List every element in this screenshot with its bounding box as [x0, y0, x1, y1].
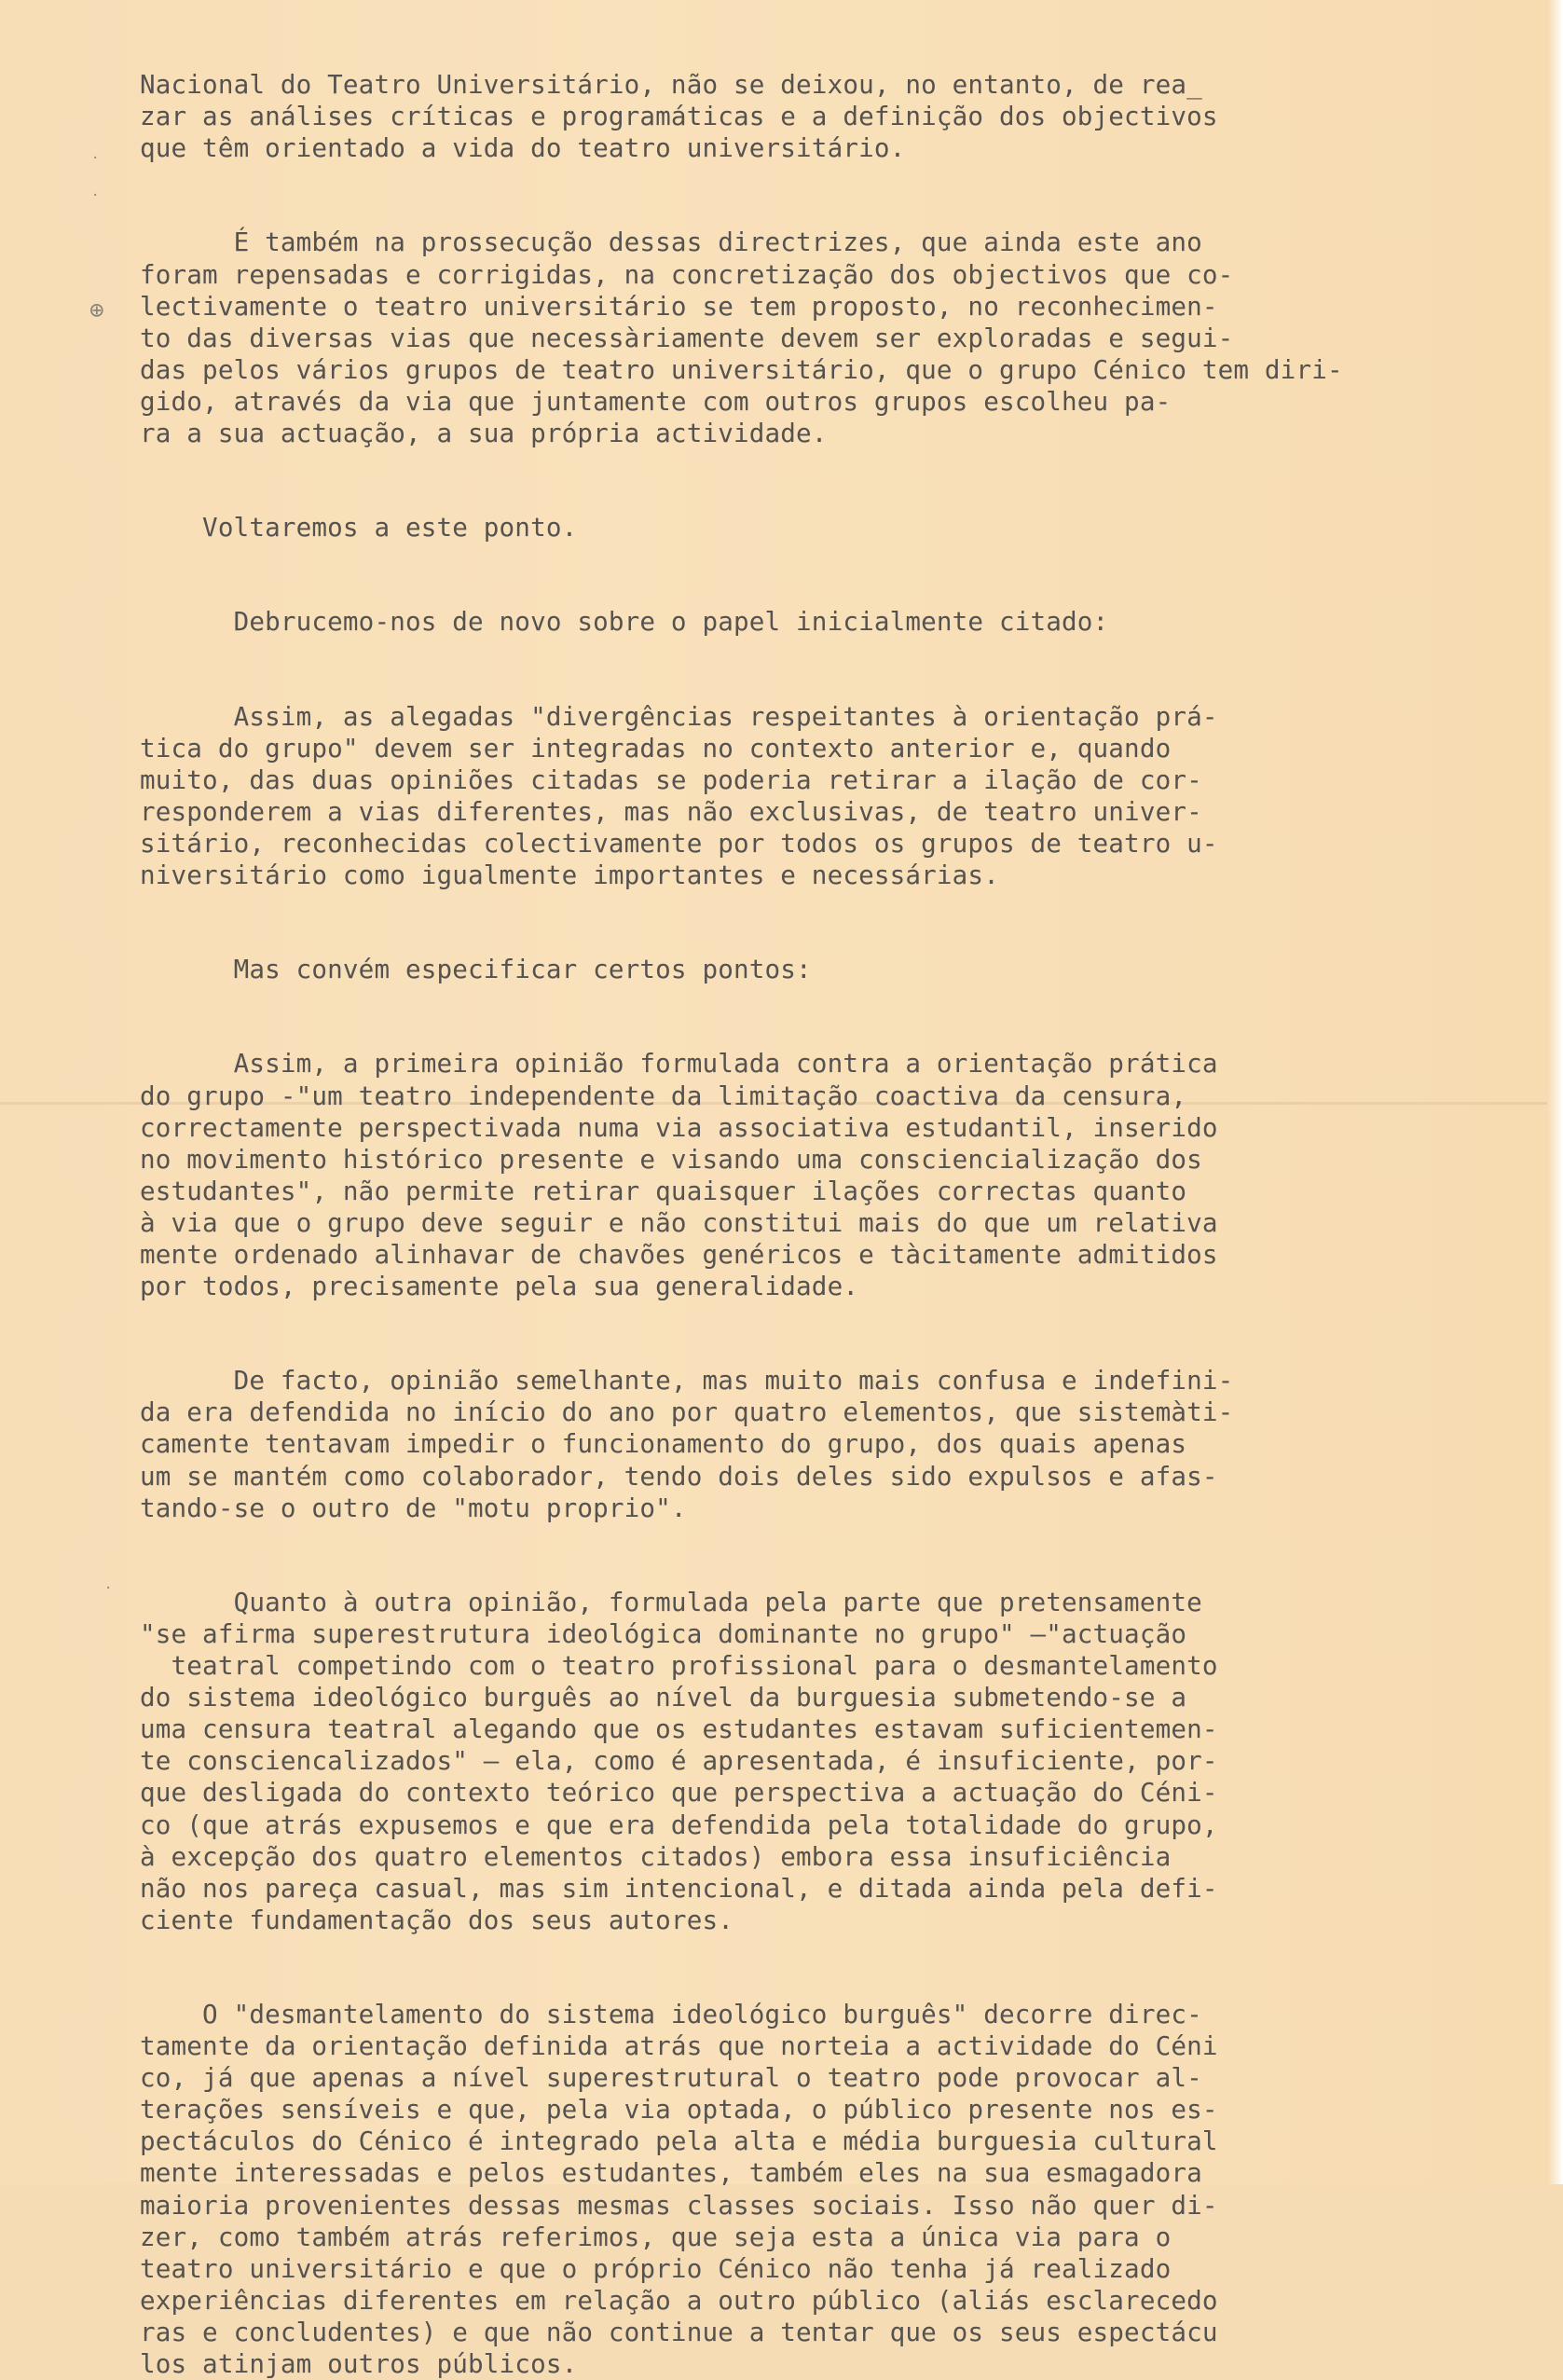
text-line: gido, através da via que juntamente com outros grupos escolheu pa- — [140, 385, 1172, 417]
paragraph — [140, 480, 1445, 543]
text-line: zar as análises críticas e programáticas e a definição dos objectivos — [140, 101, 1218, 132]
text-line: ra a sua actuação, a sua própria actividade. — [140, 418, 828, 449]
text-line: não nos pareça casual, mas sim intencional, e ditada ainda pela defi- — [140, 1872, 1218, 1904]
text-line: à via que o grupo deve seguir e não constitui mais do que um relativa — [140, 1206, 1218, 1238]
text-line: foram repensadas e corrigidas, na concretização dos objectivos que co- — [140, 258, 1234, 290]
paragraph — [140, 1333, 1445, 1524]
text-line: lectivamente o teatro universitário se tem proposto, no reconhecimen- — [140, 290, 1218, 322]
text-line: que têm orientado a vida do teatro universitário. — [140, 132, 906, 164]
text-line: da era defendida no início do ano por quatro elementos, que sistemàti- — [140, 1396, 1234, 1428]
text-line: uma censura teatral alegando que os estudantes estavam suficientemen- — [140, 1713, 1218, 1745]
text-line: Voltaremos a este ponto. — [140, 512, 578, 543]
text-line: O "desmantelamento do sistema ideológico burguês" decorre direc- — [140, 1998, 1202, 2029]
text-line: maioria provenientes dessas mesmas classes sociais. Isso não quer di- — [140, 2189, 1218, 2221]
text-line: correctamente perspectivada numa via associativa estudantil, inserido — [140, 1111, 1218, 1143]
margin-dot: · — [104, 1581, 113, 1596]
paragraph — [140, 669, 1445, 892]
text-line: estudantes", não permite retirar quaisquer ilações correctas quanto — [140, 1175, 1187, 1206]
paragraph — [140, 1016, 1445, 1302]
text-line: das pelos vários grupos de teatro universitário, que o grupo Cénico tem diri- — [140, 353, 1343, 385]
text-line: muito, das duas opiniões citadas se poderia retirar a ilação de cor- — [140, 764, 1202, 795]
text-line: que desligada do contexto teórico que perspectiva a actuação do Céni- — [140, 1777, 1218, 1809]
margin-scribble: ⊕ — [89, 296, 104, 324]
paragraph — [140, 1967, 1445, 2380]
text-line: "se afirma superestrutura ideológica dominante no grupo" —"actuação — [140, 1617, 1187, 1649]
text-line: teatro universitário e que o próprio Cénico não tenha já realizado — [140, 2252, 1172, 2284]
text-line: no movimento histórico presente e visando uma consciencialização dos — [140, 1143, 1202, 1175]
text-line: los atinjam outros públicos. — [140, 2348, 578, 2379]
text-line: do grupo -"um teatro independente da limitação coactiva da censura, — [140, 1080, 1187, 1111]
text-line: por todos, precisamente pela sua generalidade. — [140, 1271, 859, 1302]
paragraph — [140, 922, 1445, 985]
text-line: niversitário como igualmente importantes e necessárias. — [140, 860, 999, 891]
text-line: De facto, opinião semelhante, mas muito mais confusa e indefini- — [140, 1365, 1234, 1396]
paragraph — [140, 37, 1445, 164]
text-line: experiências diferentes em relação a outro público (aliás esclarecedo — [140, 2284, 1218, 2316]
text-line: mente interessadas e pelos estudantes, também eles na sua esmagadora — [140, 2157, 1202, 2189]
text-line: ciente fundamentação dos seus autores. — [140, 1904, 734, 1935]
text-line: tamente da orientação definida atrás que norteia a actividade do Céni — [140, 2030, 1218, 2062]
text-line: tica do grupo" devem ser integradas no contexto anterior e, quando — [140, 732, 1172, 764]
paragraph — [140, 1555, 1445, 1936]
text-line: co (que atrás expusemos e que era defendida pela totalidade do grupo, — [140, 1809, 1218, 1840]
text-line: Quanto à outra opinião, formulada pela parte que pretensamente — [140, 1586, 1202, 1617]
text-line: to das diversas vias que necessàriamente devem ser exploradas e segui- — [140, 322, 1234, 353]
text-line: Assim, a primeira opinião formulada contra a orientação prática — [140, 1048, 1218, 1080]
page-edge — [1547, 0, 1563, 2184]
text-line: um se mantém como colaborador, tendo dois deles sido expulsos e afas- — [140, 1460, 1218, 1492]
text-line: te consciencalizados" — ela, como é apresentada, é insuficiente, por- — [140, 1745, 1218, 1777]
paragraph — [140, 195, 1445, 449]
margin-dot: · — [91, 151, 100, 166]
text-line: responderem a vias diferentes, mas não exclusivas, de teatro univer- — [140, 795, 1202, 827]
paragraph — [140, 574, 1445, 638]
text-line: É também na prossecução dessas directrizes, que ainda este ano — [140, 227, 1202, 258]
text-line: terações sensíveis e que, pela via optada, o público presente nos es- — [140, 2094, 1218, 2125]
text-line: Debrucemo-nos de novo sobre o papel inicialmente citado: — [140, 606, 1109, 638]
text-line: camente tentavam impedir o funcionamento do grupo, dos quais apenas — [140, 1428, 1187, 1460]
text-line: tando-se o outro de "motu proprio". — [140, 1492, 687, 1523]
document-body — [140, 37, 1445, 2380]
text-line: pectáculos do Cénico é integrado pela alta e média burguesia cultural — [140, 2125, 1218, 2157]
margin-dot: · — [91, 188, 100, 203]
text-line: teatral competindo com o teatro profissional para o desmantelamento — [140, 1650, 1218, 1682]
text-line: ras e concludentes) e que não continue a tentar que os seus espectácu — [140, 2316, 1218, 2347]
text-line: mente ordenado alinhavar de chavões genéricos e tàcitamente admitidos — [140, 1239, 1218, 1270]
text-line: do sistema ideológico burguês ao nível da burguesia submetendo-se a — [140, 1682, 1187, 1713]
text-line: sitário, reconhecidas colectivamente por todos os grupos de teatro u- — [140, 827, 1218, 859]
text-line: Mas convém especificar certos pontos: — [140, 954, 812, 985]
text-line: Nacional do Teatro Universitário, não se deixou, no entanto, de rea_ — [140, 69, 1202, 101]
text-line: zer, como também atrás referimos, que seja esta a única via para o — [140, 2221, 1172, 2252]
text-line: à excepção dos quatro elementos citados) embora essa insuficiência — [140, 1840, 1172, 1872]
text-line: Assim, as alegadas "divergências respeitantes à orientação prá- — [140, 700, 1218, 732]
text-line: co, já que apenas a nível superestrutural o teatro pode provocar al- — [140, 2062, 1202, 2094]
